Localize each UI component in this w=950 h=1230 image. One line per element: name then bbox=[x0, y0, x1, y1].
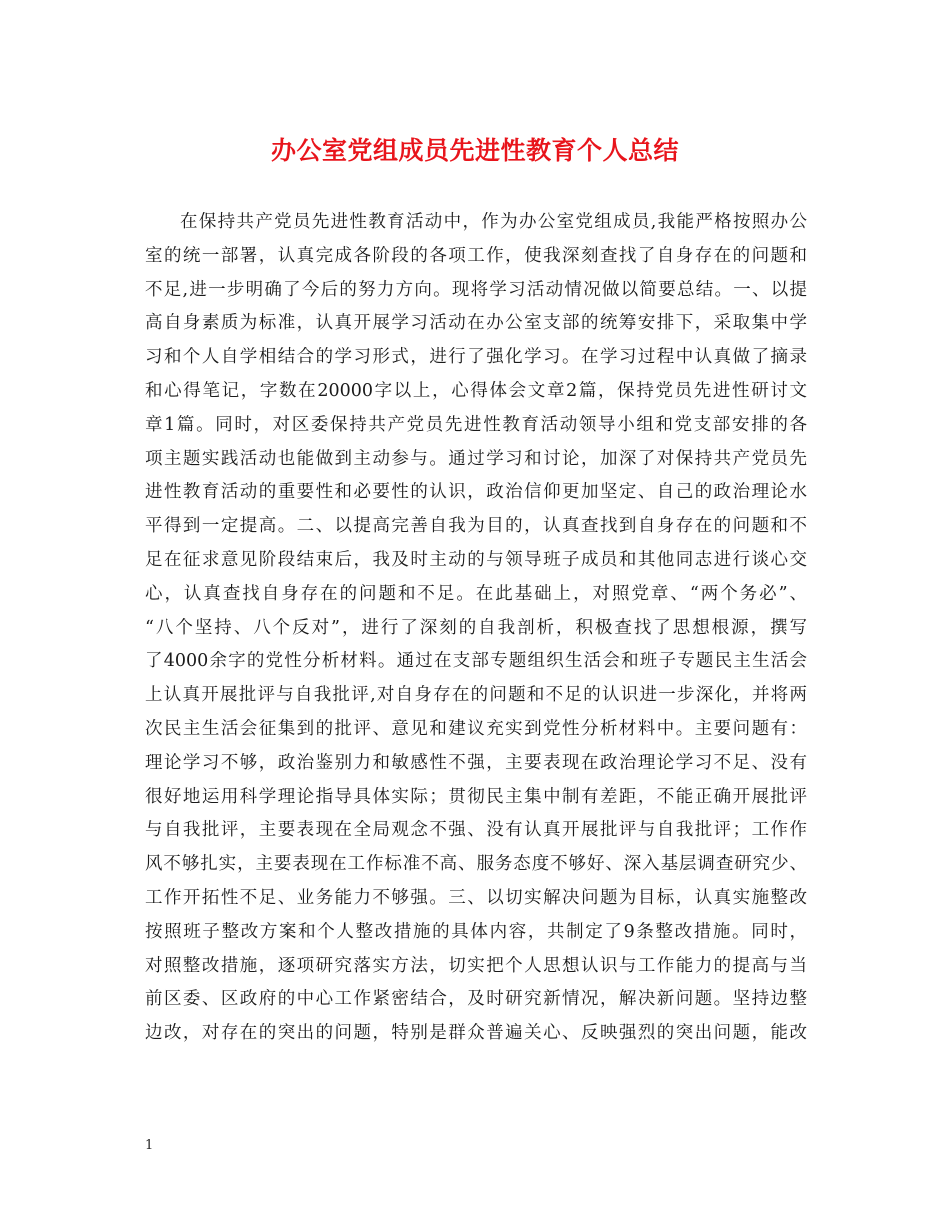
document-body bbox=[145, 206, 807, 1051]
body-line: 对照整改措施，逐项研究落实方法，切实把个人思想认识与工作能力的提高与当 bbox=[145, 955, 807, 976]
body-line: 进性教育活动的重要性和必要性的认识，政治信仰更加坚定、自己的政治理论水 bbox=[145, 482, 807, 503]
body-line: 章1篇。同时，对区委保持共产党员先进性教育活动领导小组和党支部安排的各 bbox=[145, 414, 807, 435]
body-line: 项主题实践活动也能做到主动参与。通过学习和讨论，加深了对保持共产党员先 bbox=[145, 448, 807, 469]
body-line: 理论学习不够，政治鉴别力和敏感性不强，主要表现在政治理论学习不足、没有 bbox=[145, 752, 807, 773]
body-line: 平得到一定提高。二、以提高完善自我为目的，认真查找到自身存在的问题和不 bbox=[145, 516, 807, 537]
body-line: 足在征求意见阶段结束后，我及时主动的与领导班子成员和其他同志进行谈心交 bbox=[145, 549, 807, 570]
body-line: 上认真开展批评与自我批评,对自身存在的问题和不足的认识进一步深化，并将两 bbox=[145, 685, 807, 706]
body-line: 高自身素质为标准，认真开展学习活动在办公室支部的统筹安排下，采取集中学 bbox=[145, 313, 807, 334]
body-line: 了4000余字的党性分析材料。通过在支部专题组织生活会和班子专题民主生活会 bbox=[145, 651, 807, 672]
body-line: 风不够扎实，主要表现在工作标准不高、服务态度不够好、深入基层调查研究少、 bbox=[145, 854, 807, 875]
body-line: 在保持共产党员先进性教育活动中，作为办公室党组成员,我能严格按照办公 bbox=[180, 212, 807, 232]
body-line: 很好地运用科学理论指导具体实际；贯彻民主集中制有差距，不能正确开展批评 bbox=[145, 786, 807, 807]
body-line: 与自我批评，主要表现在全局观念不强、没有认真开展批评与自我批评；工作作 bbox=[145, 820, 807, 841]
page-number: 1 bbox=[145, 1138, 154, 1153]
document-title: 办公室党组成员先进性教育个人总结 bbox=[270, 136, 679, 165]
body-line: “八个坚持、八个反对”，进行了深刻的自我剖析，积极查找了思想根源，撰写 bbox=[145, 617, 807, 638]
body-line: 心，认真查找自身存在的问题和不足。在此基础上，对照党章、“两个务必”、 bbox=[145, 583, 807, 604]
body-line: 边改，对存在的突出的问题，特别是群众普遍关心、反映强烈的突出问题，能改 bbox=[145, 1023, 807, 1044]
body-line: 工作开拓性不足、业务能力不够强。三、以切实解决问题为目标，认真实施整改 bbox=[145, 887, 807, 908]
body-line: 次民主生活会征集到的批评、意见和建议充实到党性分析材料中。主要问题有： bbox=[145, 718, 807, 739]
body-line: 习和个人自学相结合的学习形式，进行了强化学习。在学习过程中认真做了摘录 bbox=[145, 347, 807, 368]
body-line: 按照班子整改方案和个人整改措施的具体内容，共制定了9条整改措施。同时， bbox=[145, 921, 807, 942]
body-line: 不足,进一步明确了今后的努力方向。现将学习活动情况做以简要总结。一、以提 bbox=[145, 279, 807, 300]
body-line: 室的统一部署，认真完成各阶段的各项工作，使我深刻查找了自身存在的问题和 bbox=[145, 245, 807, 266]
body-line: 和心得笔记，字数在20000字以上，心得体会文章2篇，保持党员先进性研讨文 bbox=[145, 380, 807, 401]
body-line: 前区委、区政府的中心工作紧密结合，及时研究新情况，解决新问题。坚持边整 bbox=[145, 989, 807, 1010]
